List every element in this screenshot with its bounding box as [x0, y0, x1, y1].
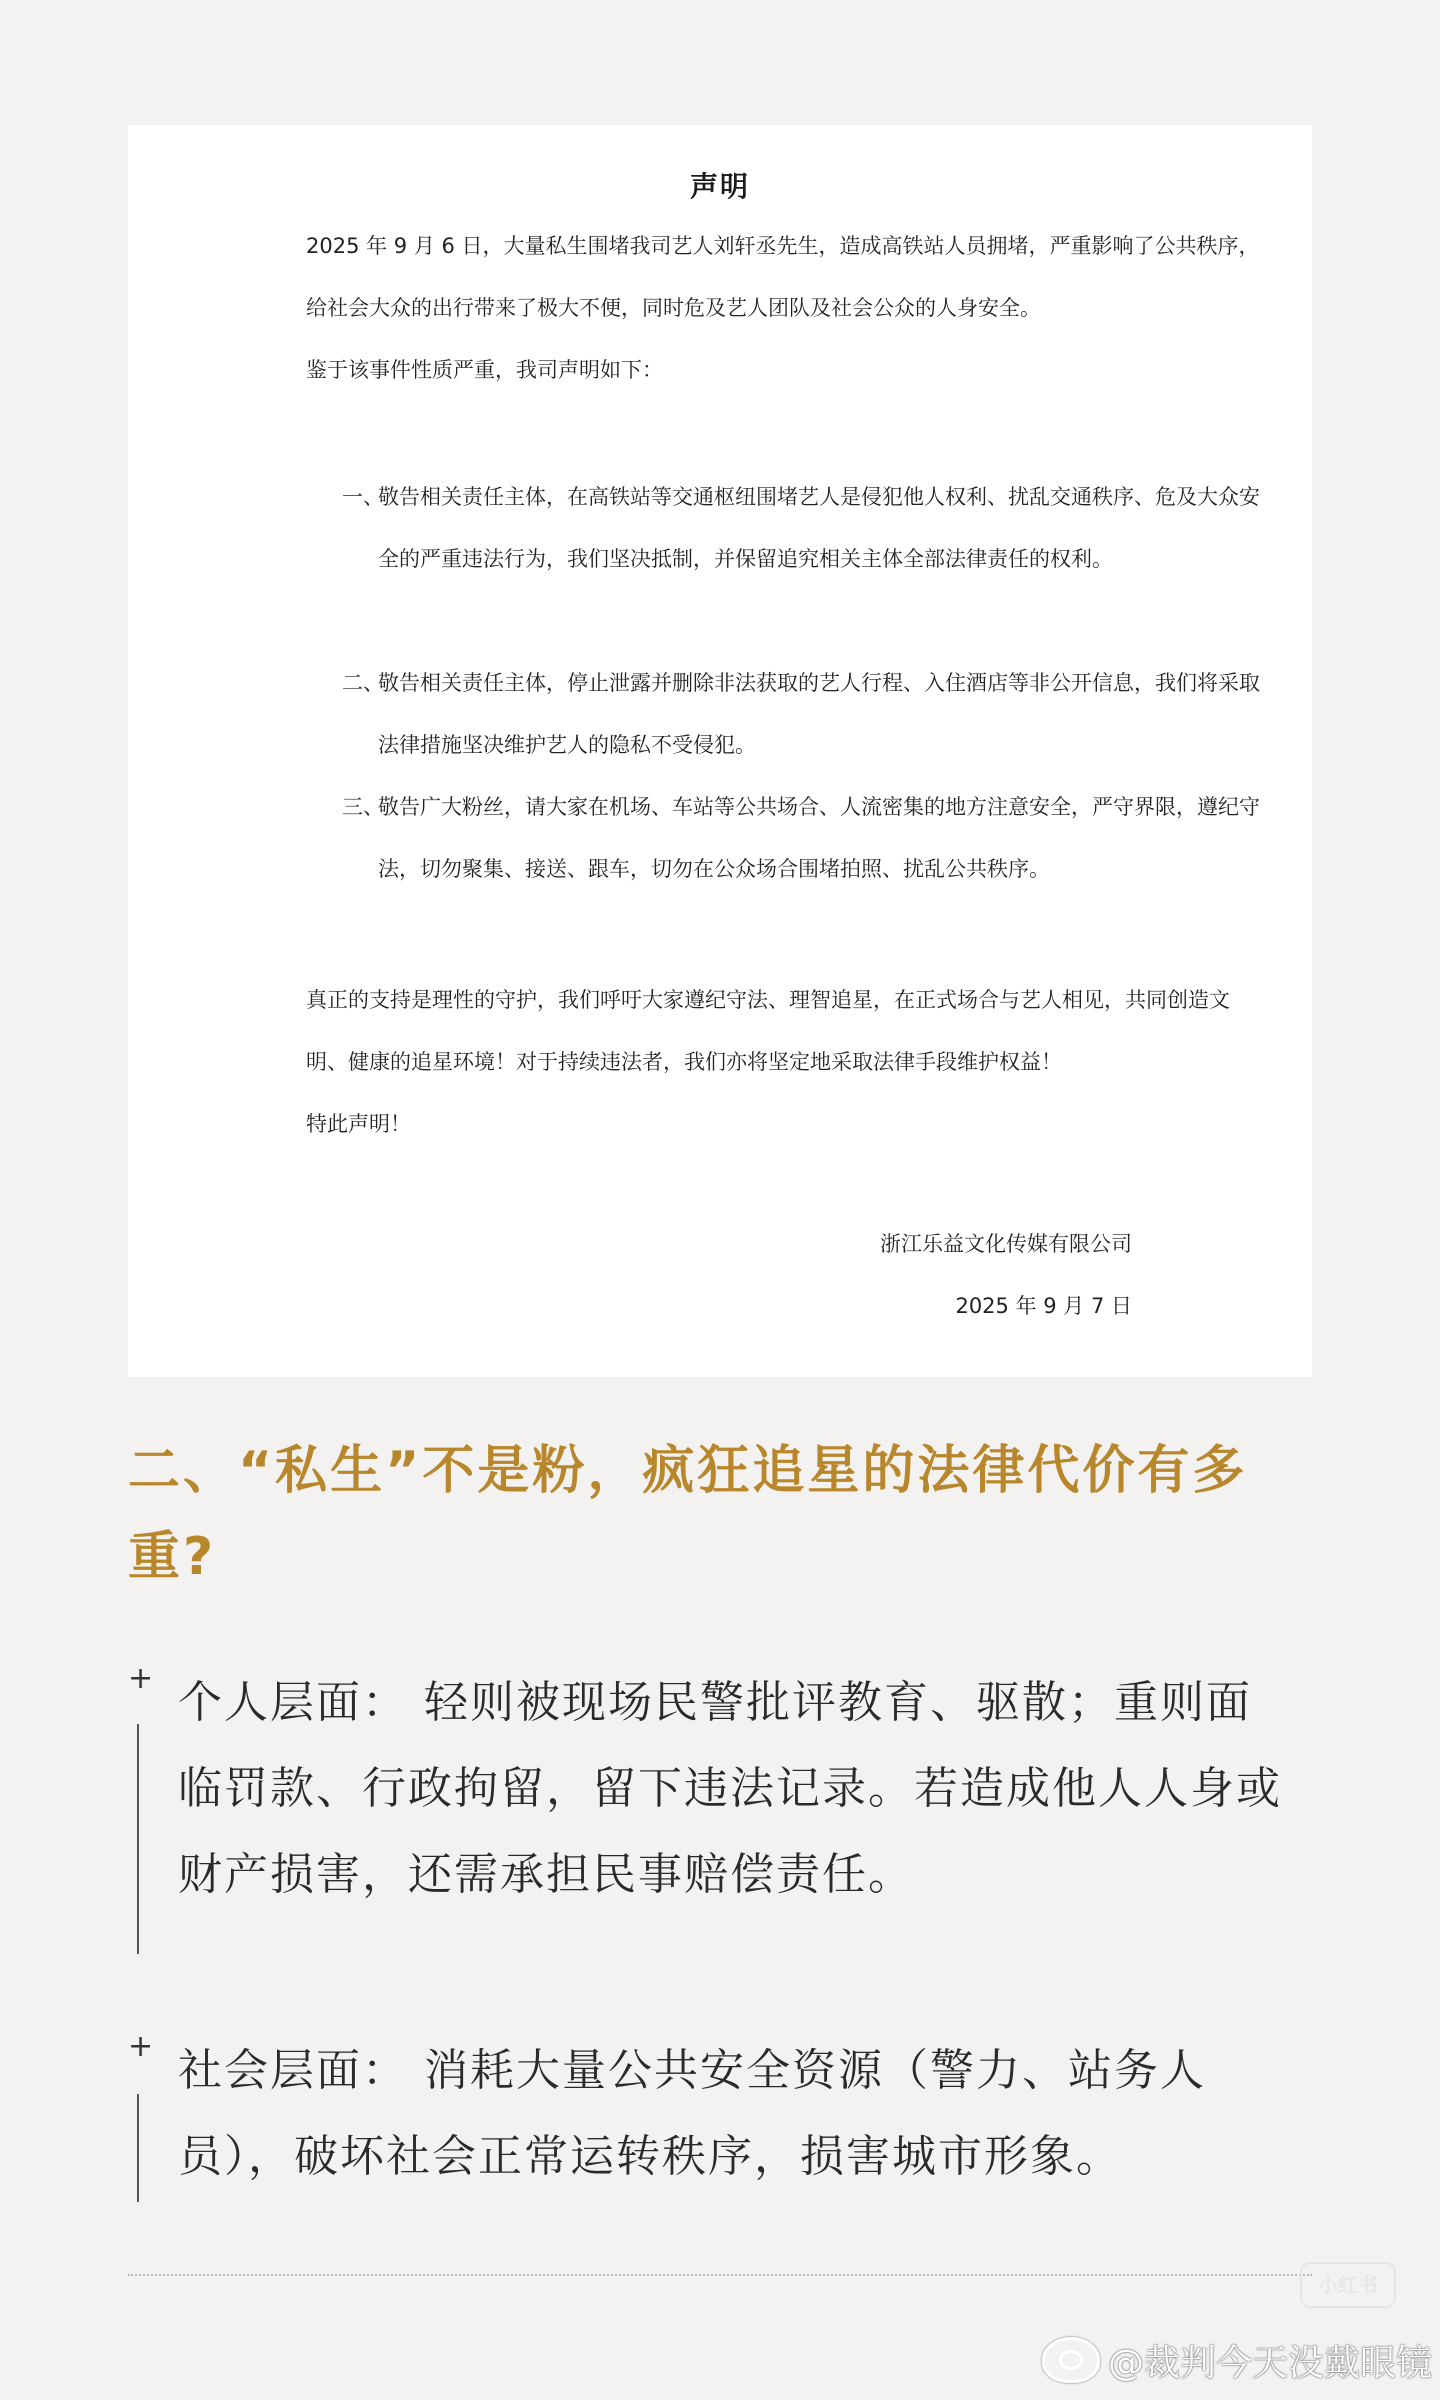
- item-number: 二、: [342, 671, 384, 695]
- weibo-handle: @裁判今天没戴眼镜: [1107, 2342, 1432, 2384]
- bullet-text: 个人层面： 轻则被现场民警批评教育、驱散；重则面临罚款、行政拘留，留下违法记录。若造成他人人身或财产损害，还需承担民事赔偿责任。: [178, 1677, 1282, 1900]
- statement-intro-2: 鉴于该事件性质严重，我司声明如下：: [306, 358, 663, 382]
- statement-closing: 真正的支持是理性的守护，我们呼吁大家遵纪守法、理智追星，在正式场合与艺人相见，共同创造文明、健康的追星环境！对于持续违法者，我们亦将坚定地采取法律手段维护权益！: [306, 988, 1230, 1074]
- section-heading: 二、“私生”不是粉，疯狂追星的法律代价有多重?: [128, 1441, 1248, 1587]
- item-number: 三、: [342, 795, 384, 819]
- xiaohongshu-watermark: 小红书: [1300, 2262, 1396, 2308]
- statement-card: [128, 125, 1312, 1377]
- item-text: 敬告广大粉丝，请大家在机场、车站等公共场合、人流密集的地方注意安全，严守界限，遵纪守法，切勿聚集、接送、跟车，切勿在公众场合围堵拍照、扰乱公共秩序。: [378, 795, 1260, 881]
- item-text: 敬告相关责任主体，停止泄露并删除非法获取的艺人行程、入住酒店等非公开信息，我们将采取法律措施坚决维护艺人的隐私不受侵犯。: [378, 671, 1260, 757]
- signature-date: 2025 年 9 月 7 日: [955, 1294, 1132, 1318]
- bullet-divider-line: [137, 1724, 139, 1954]
- statement-item-3: [342, 776, 1272, 900]
- plus-icon: +: [128, 1661, 154, 1696]
- dotted-divider: [128, 2274, 1312, 2276]
- statement-closing-2: 特此声明！: [306, 1112, 411, 1136]
- signature-company: 浙江乐益文化传媒有限公司: [880, 1232, 1132, 1256]
- weibo-icon: [1042, 2337, 1100, 2383]
- statement-item-2: [342, 652, 1272, 776]
- statement-title: 声明: [689, 170, 750, 203]
- item-text: 敬告相关责任主体，在高铁站等交通枢纽围堵艺人是侵犯他人权利、扰乱交通秩序、危及大众安全的严重违法行为，我们坚决抵制，并保留追究相关主体全部法律责任的权利。: [378, 485, 1260, 571]
- weibo-watermark: [1042, 2330, 1432, 2390]
- statement-intro: 2025 年 9 月 6 日，大量私生围堵我司艺人刘轩丞先生，造成高铁站人员拥堵，严重影响了公共秩序，给社会大众的出行带来了极大不便，同时危及艺人团队及社会公众的人身安全。: [306, 234, 1260, 320]
- statement-item-1: [342, 466, 1272, 590]
- bullet-divider-line: [137, 2094, 139, 2202]
- bullet-text: 社会层面： 消耗大量公共安全资源（警力、站务人员），破坏社会正常运转秩序，损害城市形象。: [178, 2045, 1206, 2182]
- plus-icon: +: [128, 2029, 154, 2064]
- item-number: 一、: [342, 485, 384, 509]
